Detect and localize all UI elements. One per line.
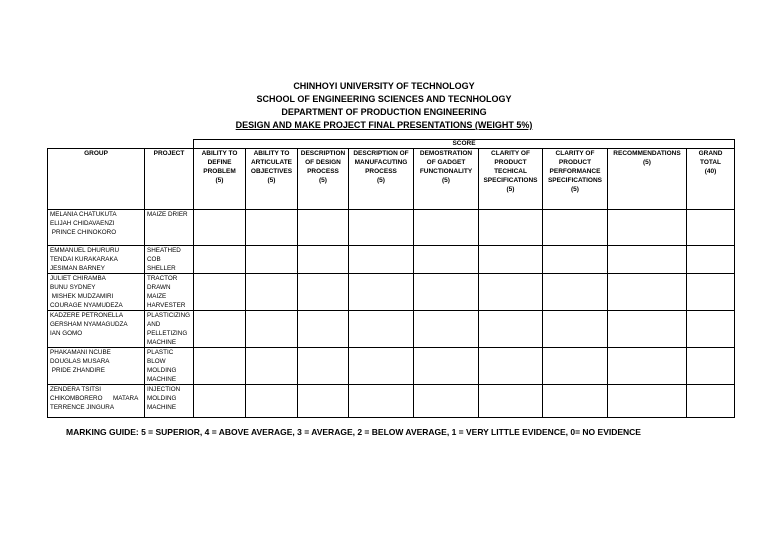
project-cell: MAIZE DRIER — [145, 210, 194, 246]
table-row — [48, 246, 735, 274]
score-cell[interactable] — [479, 274, 543, 311]
criterion-points: (5) — [506, 186, 515, 193]
criterion-label: DESCRIPTION OF DESIGN PROCESS — [300, 150, 346, 175]
group-member: MELANIA CHATUKUTA — [50, 211, 117, 218]
score-cell[interactable] — [608, 311, 687, 348]
project-cell: PLASTIC BLOW MOLDING MACHINE — [145, 348, 194, 385]
score-cell[interactable] — [687, 246, 735, 274]
score-cell[interactable] — [479, 311, 543, 348]
score-cell[interactable] — [543, 348, 608, 385]
criterion-header — [414, 149, 479, 210]
score-cell[interactable] — [687, 348, 735, 385]
group-member: PHAKAMANI NCUBE — [50, 349, 111, 356]
score-cell[interactable] — [194, 246, 246, 274]
group-member: MISHEK MUDZAMIRI — [50, 293, 114, 300]
score-cell[interactable] — [246, 246, 298, 274]
score-cell[interactable] — [298, 210, 349, 246]
score-cell[interactable] — [687, 274, 735, 311]
score-cell[interactable] — [687, 311, 735, 348]
score-cell[interactable] — [414, 274, 479, 311]
score-cell[interactable] — [414, 246, 479, 274]
score-cell[interactable] — [543, 274, 608, 311]
score-cell[interactable] — [608, 274, 687, 311]
score-cell[interactable] — [194, 274, 246, 311]
group-member: JESIMAN BARNEY — [50, 265, 105, 272]
assessment-table — [47, 139, 735, 418]
table-row — [48, 274, 735, 311]
group-member: PRIDE ZHANDIRE — [50, 367, 105, 374]
criterion-points: (5) — [377, 177, 385, 184]
criterion-header — [298, 149, 349, 210]
criterion-header — [349, 149, 414, 210]
criterion-header — [687, 149, 735, 210]
table-row — [48, 311, 735, 348]
marking-guide: MARKING GUIDE: 5 = SUPERIOR, 4 = ABOVE AVERAGE, 3 = AVERAGE, 2 = BELOW AVERAGE, 1 = VERY LITTLE EVIDENCE, 0= NO EVIDENCE — [66, 427, 641, 437]
project-cell: PLASTICIZING AND PELLETIZING MACHINE — [145, 311, 194, 348]
score-cell[interactable] — [414, 210, 479, 246]
score-cell[interactable] — [246, 311, 298, 348]
criterion-label: DEMOSTRATION OF GADGET FUNCTIONALITY — [419, 150, 473, 175]
document-header — [0, 80, 768, 132]
criterion-label: GRAND TOTAL — [698, 150, 723, 166]
project-cell: INJECTION MOLDING MACHINE — [145, 385, 194, 418]
score-header: SCORE — [194, 140, 735, 149]
score-cell[interactable] — [608, 246, 687, 274]
table-row — [48, 385, 735, 418]
score-cell[interactable] — [349, 246, 414, 274]
score-cell[interactable] — [608, 348, 687, 385]
group-column-header: GROUP — [48, 149, 145, 210]
project-column-header: PROJECT — [145, 149, 194, 210]
group-members-cell — [48, 348, 145, 385]
criterion-header — [608, 149, 687, 210]
score-cell[interactable] — [414, 311, 479, 348]
criterion-label: ABILITY TO ARTICULATE OBJECTIVES — [250, 150, 293, 175]
school-name: SCHOOL OF ENGINEERING SCIENCES AND TECNHOLOGY — [256, 94, 512, 104]
score-cell[interactable] — [246, 274, 298, 311]
criterion-header — [246, 149, 298, 210]
score-cell[interactable] — [543, 311, 608, 348]
score-cell[interactable] — [194, 210, 246, 246]
project-cell: TRACTOR DRAWN MAIZE HARVESTER — [145, 274, 194, 311]
blank-cell — [145, 140, 194, 149]
score-cell[interactable] — [349, 210, 414, 246]
group-members-cell — [48, 274, 145, 311]
criterion-label: CLARITY OF PRODUCT TECHICAL SPECIFICATIONS — [483, 150, 538, 184]
score-cell[interactable] — [246, 210, 298, 246]
group-member: EMMANUEL DHURURU — [50, 247, 120, 254]
score-cell[interactable] — [543, 246, 608, 274]
group-member: COURAGE NYAMUDEZA — [50, 302, 123, 309]
criterion-label: DESCRIPTION OF MANUFACUTING PROCESS — [353, 150, 409, 175]
score-cell[interactable] — [414, 385, 479, 418]
group-members-cell — [48, 246, 145, 274]
group-member: GERSHAM NYAMAGUDZA — [50, 321, 128, 328]
group-member: ELIJAH CHIDAVAENZI — [50, 220, 115, 227]
score-cell[interactable] — [194, 385, 246, 418]
criterion-header — [543, 149, 608, 210]
group-members-cell — [48, 311, 145, 348]
score-cell[interactable] — [479, 246, 543, 274]
group-members-cell — [48, 210, 145, 246]
group-member: KADZERE PETRONELLA — [50, 312, 124, 319]
group-member: ZENDERA TSITSI — [50, 386, 101, 393]
project-cell: SHEATHED COB SHELLER — [145, 246, 194, 274]
table-row — [48, 348, 735, 385]
score-cell[interactable] — [246, 348, 298, 385]
score-cell[interactable] — [349, 274, 414, 311]
university-name: CHINHOYI UNIVERSITY OF TECHNOLOGY — [293, 81, 475, 91]
score-cell[interactable] — [543, 385, 608, 418]
score-cell[interactable] — [246, 385, 298, 418]
score-cell[interactable] — [349, 385, 414, 418]
criterion-points: (40) — [704, 168, 717, 175]
criterion-label: ABILITY TO DEFINE PROBLEM — [201, 150, 238, 175]
score-cell[interactable] — [298, 311, 349, 348]
criterion-header — [194, 149, 246, 210]
score-cell[interactable] — [479, 385, 543, 418]
score-cell[interactable] — [298, 385, 349, 418]
score-cell[interactable] — [298, 348, 349, 385]
score-cell[interactable] — [687, 210, 735, 246]
group-member: JULIET CHIRAMBA — [50, 275, 106, 282]
score-cell[interactable] — [298, 246, 349, 274]
group-member: BUNU SYDNEY — [50, 284, 96, 291]
criterion-header — [479, 149, 543, 210]
criterion-points: (5) — [442, 177, 450, 184]
score-cell[interactable] — [298, 274, 349, 311]
group-member: TENDAI KURAKARAKA — [50, 256, 118, 263]
criterion-points: (5) — [571, 186, 579, 193]
group-member: IAN GOMO — [50, 330, 83, 337]
criterion-points: (5) — [643, 159, 651, 166]
score-cell[interactable] — [479, 348, 543, 385]
group-member: TERRENCE JINGURA — [50, 404, 115, 411]
score-cell[interactable] — [479, 210, 543, 246]
score-cell[interactable] — [414, 348, 479, 385]
group-member: DOUGLAS MUSARA — [50, 358, 110, 365]
group-members-cell — [48, 385, 145, 418]
score-cell[interactable] — [608, 385, 687, 418]
criterion-points: (5) — [319, 177, 327, 184]
criterion-label: RECOMMENDATIONS — [613, 150, 681, 157]
blank-cell — [48, 140, 145, 149]
score-cell[interactable] — [349, 348, 414, 385]
criterion-label: CLARITY OF PRODUCT PERFORMANCE SPECIFICATIONS — [547, 150, 603, 184]
score-cell[interactable] — [194, 348, 246, 385]
criterion-points: (5) — [215, 177, 224, 184]
group-member: CHIKOMBORERO MATARA — [50, 395, 139, 402]
criterion-points: (5) — [267, 177, 276, 184]
group-member: PRINCE CHINOKORO — [50, 229, 117, 236]
score-cell[interactable] — [608, 210, 687, 246]
score-cell[interactable] — [687, 385, 735, 418]
score-cell[interactable] — [349, 311, 414, 348]
table-row — [48, 210, 735, 246]
score-cell[interactable] — [194, 311, 246, 348]
document-title: DESIGN AND MAKE PROJECT FINAL PRESENTATIONS (WEIGHT 5%) — [235, 120, 533, 130]
department-name: DEPARTMENT OF PRODUCTION ENGINEERING — [281, 107, 487, 117]
score-cell[interactable] — [543, 210, 608, 246]
